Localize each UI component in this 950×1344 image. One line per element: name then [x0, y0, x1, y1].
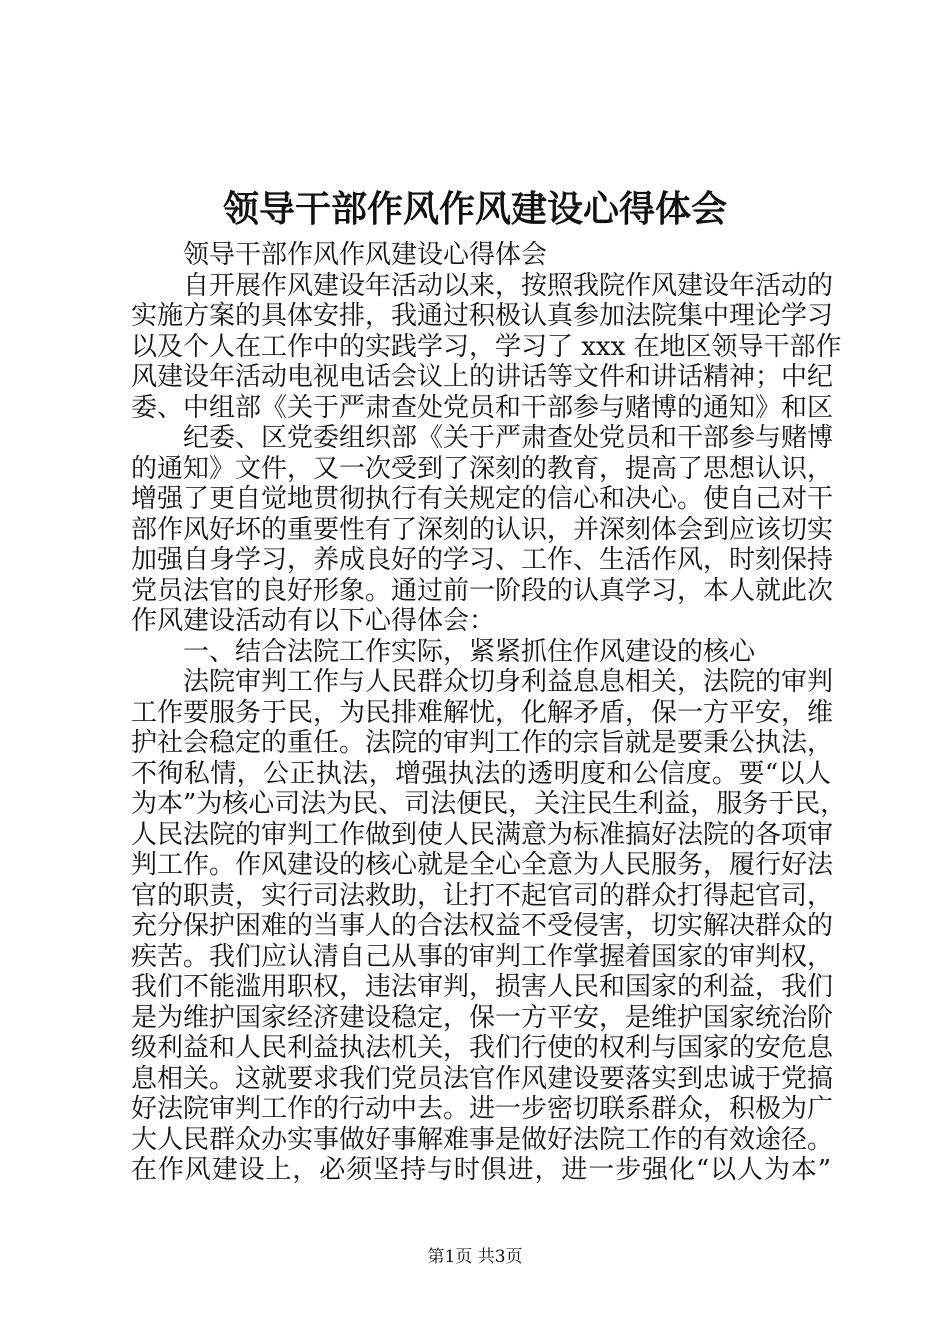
- text-line: 增强了更自觉地贯彻执行有关规定的信心和决心。使自己对干: [131, 484, 834, 514]
- text-line: 为本”为核心司法为民、司法便民，关注民生利益，服务于民，: [131, 789, 847, 819]
- text-line: 领导干部作风作风建设心得体会: [183, 240, 548, 270]
- text-line: 法院审判工作与人民群众切身利益息息相关，法院的审判: [183, 667, 834, 697]
- text-line: 官的职责，实行司法救助，让打不起官司的群众打得起官司，: [131, 880, 834, 911]
- text-line: 是为维护国家经济建设稳定，保一方平安，是维护国家统治阶: [131, 1002, 834, 1033]
- text-line: 部作风好坏的重要性有了深刻的认识，并深刻体会到应该切实: [131, 514, 834, 545]
- text-line: 级利益和人民利益执法机关，我们行使的权利与国家的安危息: [131, 1033, 834, 1063]
- text-line: 自开展作风建设年活动以来，按照我院作风建设年活动的: [183, 270, 834, 301]
- text-line: 风建设年活动电视电话会议上的讲话等文件和讲话精神；中纪: [131, 362, 834, 392]
- page-footer: 第1页 共3页: [427, 1247, 523, 1267]
- text-line: 作风建设活动有以下心得体会：: [131, 606, 496, 636]
- text-line: 人民法院的审判工作做到使人民满意为标准搞好法院的各项审: [131, 819, 834, 850]
- text-line: 息相关。这就要求我们党员法官作风建设要落实到忠诚于党搞: [131, 1063, 834, 1094]
- text-line: 以及个人在工作中的实践学习，学习了 xxx 在地区领导干部作: [131, 331, 842, 362]
- text-line: 在作风建设上，必须坚持与时俱进，进一步强化“以人为本”: [131, 1155, 831, 1185]
- text-line: 委、中组部《关于严肃查处党员和干部参与赌博的通知》和区: [131, 392, 834, 423]
- text-line: 不徇私情，公正执法，增强执法的透明度和公信度。要“以人: [131, 758, 831, 789]
- text-line: 护社会稳定的重任。法院的审判工作的宗旨就是要秉公执法，: [131, 728, 834, 758]
- text-line: 充分保护困难的当事人的合法权益不受侵害，切实解决群众的: [131, 911, 834, 941]
- document-body: [131, 240, 847, 1186]
- text-line: 加强自身学习，养成良好的学习、工作、生活作风，时刻保持: [131, 545, 834, 575]
- text-line: 纪委、区党委组织部《关于严肃查处党员和干部参与赌博: [183, 423, 834, 453]
- text-line: 党员法官的良好形象。通过前一阶段的认真学习，本人就此次: [131, 575, 834, 606]
- text-line: 的通知》文件，又一次受到了深刻的教育，提高了思想认识，: [131, 453, 834, 484]
- text-line: 一、结合法院工作实际，紧紧抓住作风建设的核心: [183, 636, 756, 667]
- text-line: 工作要服务于民，为民排难解忧，化解矛盾，保一方平安，维: [131, 697, 834, 728]
- text-line: 判工作。作风建设的核心就是全心全意为人民服务，履行好法: [131, 850, 834, 880]
- text-line: 好法院审判工作的行动中去。进一步密切联系群众，积极为广: [131, 1094, 834, 1124]
- text-line: 我们不能滥用职权，违法审判，损害人民和国家的利益，我们: [131, 972, 834, 1002]
- text-line: 疾苦。我们应认清自己从事的审判工作掌握着国家的审判权，: [131, 941, 834, 972]
- text-line: 大人民群众办实事做好事解难事是做好法院工作的有效途径。: [131, 1124, 834, 1155]
- text-line: 实施方案的具体安排，我通过积极认真参加法院集中理论学习: [131, 301, 834, 331]
- page-title: 领导干部作风作风建设心得体会: [222, 188, 727, 230]
